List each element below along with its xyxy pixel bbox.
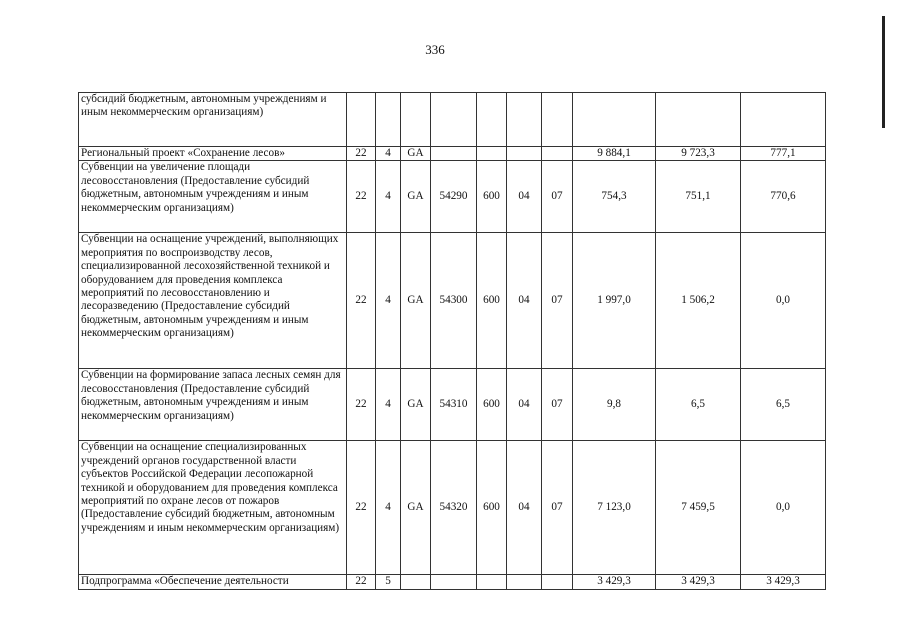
code-cell: 4 [376,369,401,441]
code-cell [401,93,431,147]
code-cell [477,93,507,147]
code-cell: GA [401,147,431,161]
value-cell: 754,3 [573,161,656,233]
table-row [79,369,826,441]
code-cell: 54310 [431,369,477,441]
code-cell: 22 [347,369,376,441]
row-name: Субвенции на оснащение учреждений, выполняющих мероприятия по воспроизводству лесов, специализированной лесохозяйственной техникой и оборудованием для проведения комплекса мероприятий по лесовосстановлению и лесоразведению (Предоставление субсидий бюджетным, автономным учреждениям и иным некоммерческим организациям) [79,233,347,369]
value-cell: 0,0 [741,441,826,575]
code-cell: 600 [477,161,507,233]
value-cell: 9 723,3 [656,147,741,161]
code-cell: 54290 [431,161,477,233]
row-name: Региональный проект «Сохранение лесов» [79,147,347,161]
row-name: Субвенции на оснащение специализированных учреждений органов государственной власти субъектов Российской Федерации лесопожарной техникой и оборудованием для проведения комплекса мероприятий по охране лесов от пожаров (Предоставление субсидий бюджетным, автономным учреждениям и иным некоммерческим организациям) [79,441,347,575]
table-row [79,161,826,233]
code-cell: 22 [347,147,376,161]
table-row [79,233,826,369]
row-name: Субвенции на формирование запаса лесных семян для лесовосстановления (Предоставление субсидий бюджетным, автономным учреждениям и иным некоммерческим организациям) [79,369,347,441]
code-cell [507,575,542,589]
code-cell: 04 [507,369,542,441]
value-cell: 3 429,3 [656,575,741,589]
value-cell: 0,0 [741,233,826,369]
row-name: Подпрограмма «Обеспечение деятельности [79,575,347,589]
code-cell: 04 [507,233,542,369]
code-cell: 04 [507,441,542,575]
value-cell: 6,5 [741,369,826,441]
table-row [79,147,826,161]
row-name: Субвенции на увеличение площади лесовосстановления (Предоставление субсидий бюджетным, автономным учреждениям и иным некоммерческим организациям) [79,161,347,233]
code-cell [431,93,477,147]
code-cell [431,147,477,161]
code-cell: GA [401,161,431,233]
value-cell: 751,1 [656,161,741,233]
code-cell [542,93,573,147]
code-cell: 600 [477,369,507,441]
value-cell: 7 123,0 [573,441,656,575]
table-body [79,93,826,590]
code-cell [376,93,401,147]
code-cell: 54320 [431,441,477,575]
code-cell: 22 [347,161,376,233]
code-cell: 04 [507,161,542,233]
value-cell: 770,6 [741,161,826,233]
code-cell: 07 [542,369,573,441]
value-cell: 777,1 [741,147,826,161]
table-row [79,441,826,575]
table-row [79,93,826,147]
code-cell [542,575,573,589]
code-cell: 600 [477,233,507,369]
value-cell: 9 884,1 [573,147,656,161]
code-cell: GA [401,369,431,441]
code-cell: 22 [347,233,376,369]
code-cell: 600 [477,441,507,575]
value-cell [573,93,656,147]
code-cell: 4 [376,441,401,575]
code-cell: 07 [542,161,573,233]
code-cell [477,147,507,161]
code-cell: GA [401,441,431,575]
row-name: субсидий бюджетным, автономным учреждениям и иным некоммерческим организациям) [79,93,347,147]
code-cell: 07 [542,233,573,369]
value-cell: 1 506,2 [656,233,741,369]
value-cell: 6,5 [656,369,741,441]
code-cell [431,575,477,589]
value-cell: 3 429,3 [741,575,826,589]
value-cell: 3 429,3 [573,575,656,589]
code-cell: 5 [376,575,401,589]
code-cell: 54300 [431,233,477,369]
code-cell: 07 [542,441,573,575]
table-row [79,575,826,589]
code-cell: 4 [376,161,401,233]
code-cell: 4 [376,233,401,369]
code-cell: 22 [347,441,376,575]
code-cell [507,93,542,147]
page-number: 336 [425,42,445,57]
code-cell [542,147,573,161]
budget-table [78,92,826,590]
code-cell [507,147,542,161]
code-cell [401,575,431,589]
code-cell: 4 [376,147,401,161]
code-cell: GA [401,233,431,369]
margin-scan-mark [882,16,885,128]
value-cell: 1 997,0 [573,233,656,369]
code-cell: 22 [347,575,376,589]
value-cell: 7 459,5 [656,441,741,575]
code-cell [477,575,507,589]
value-cell [656,93,741,147]
value-cell [741,93,826,147]
value-cell: 9,8 [573,369,656,441]
code-cell [347,93,376,147]
